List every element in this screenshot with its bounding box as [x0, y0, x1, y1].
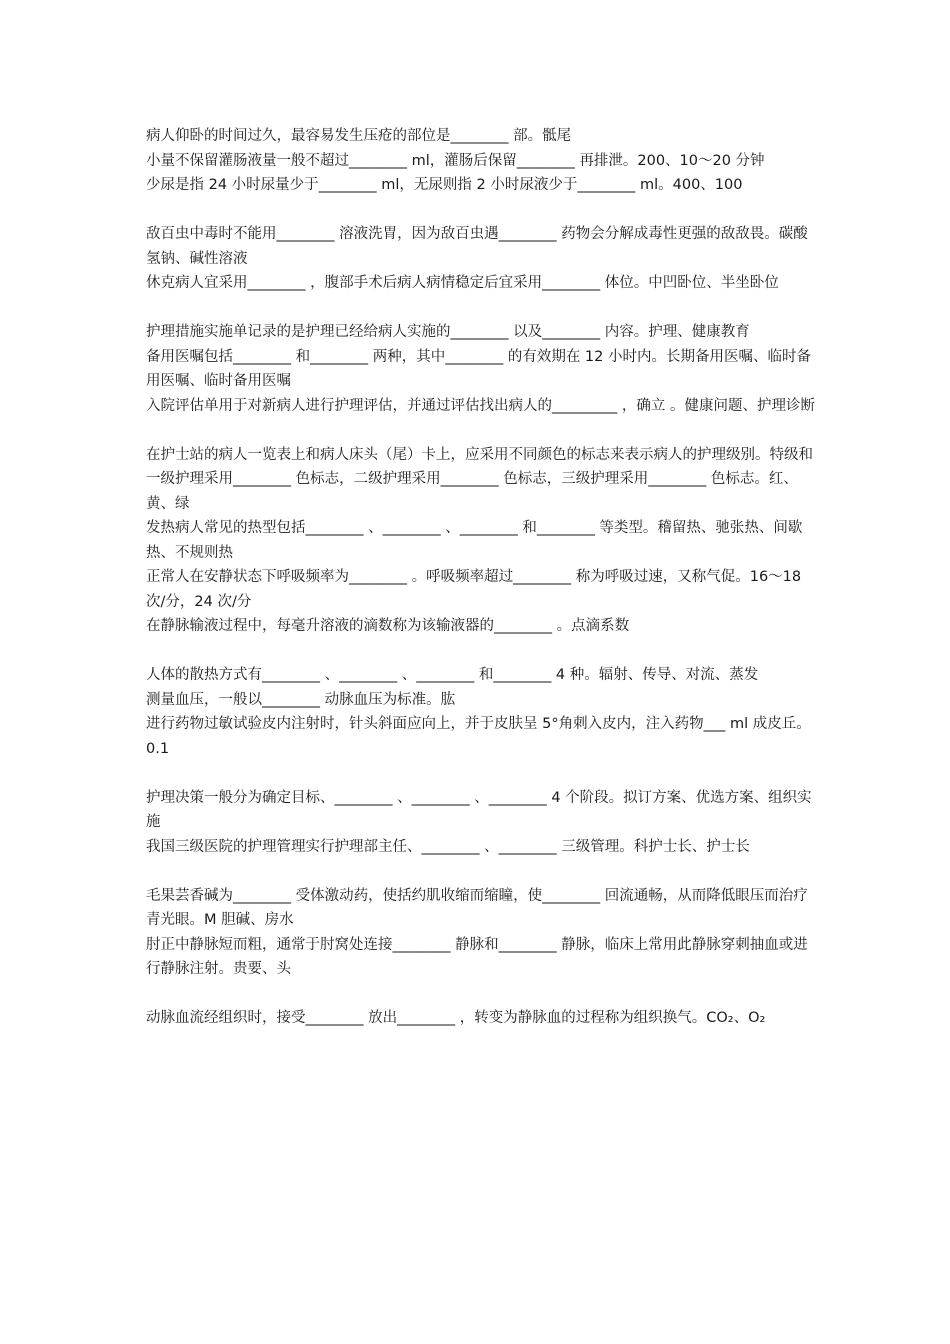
- question-paragraph: 肘正中静脉短而粗，通常于肘窝处连接________ 静脉和________ 静脉，临床上常用此静脉穿刺抽血或进行静脉注射。贵要、头: [146, 936, 808, 977]
- question-paragraph: 护理决策一般分为确定目标、________ 、________ 、________ 4 个阶段。拟订方案、优选方案、组织实施: [146, 789, 812, 830]
- question-paragraph: 毛果芸香碱为________ 受体激动药，使括约肌收缩而缩瞳，使________ 回流通畅，从而降低眼压而治疗青光眼。M 胆碱、房水: [146, 887, 808, 928]
- blank-line: [146, 639, 818, 664]
- blank-line: [146, 198, 818, 223]
- question-paragraph: 测量血压，一般以________ 动脉血压为标准。肱: [146, 691, 456, 708]
- blank-line: [146, 296, 818, 321]
- question-paragraph: 病人仰卧的时间过久，最容易发生压疮的部位是________ 部。骶尾: [146, 128, 572, 144]
- question-paragraph: 备用医嘱包括________ 和________ 两种，其中________ 的有效期在 12 小时内。长期备用医嘱、临时备用医嘱、临时备用医嘱: [146, 348, 811, 389]
- question-paragraph: 进行药物过敏试验皮内注射时，针头斜面应向上，并于皮肤呈 5°角刺入皮内，注入药物___ ml 成皮丘。0.1: [146, 716, 811, 757]
- document-body: [146, 124, 818, 1031]
- blank-line: [146, 761, 818, 786]
- question-paragraph: 护理措施实施单记录的是护理已经给病人实施的________ 以及________ 内容。护理、健康教育: [146, 324, 750, 340]
- question-paragraph: 小量不保留灌肠液量一般不超过________ ml，灌肠后保留________ 再排泄。200、10～20 分钟: [146, 152, 765, 169]
- blank-line: [146, 982, 818, 1007]
- question-paragraph: 在静脉输液过程中，每毫升溶液的滴数称为该输液器的________ 。点滴系数: [146, 618, 630, 634]
- question-paragraph: 正常人在安静状态下呼吸频率为________ 。呼吸频率超过________ 称为呼吸过速，又称气促。16～18 次/分，24 次/分: [146, 569, 802, 610]
- question-paragraph: 入院评估单用于对新病人进行护理评估，并通过评估找出病人的_________ ，确立 。健康问题、护理诊断: [146, 397, 815, 414]
- question-paragraph: 动脉血流经组织时，接受________ 放出________ ，转变为静脉血的过程称为组织换气。CO₂、O₂: [146, 1010, 766, 1026]
- question-paragraph: 在护士站的病人一览表上和病人床头（尾）卡上，应采用不同颜色的标志来表示病人的护理级别。特级和一级护理采用________ 色标志，二级护理采用________ 色标志，三级护理采用________ 色标志。红、黄、绿: [146, 446, 813, 512]
- blank-line: [146, 418, 818, 443]
- question-paragraph: 我国三级医院的护理管理实行护理部主任、________ 、________ 三级管理。科护士长、护士长: [146, 838, 750, 855]
- question-paragraph: 休克病人宜采用________ ，腹部手术后病人病情稳定后宜采用________ 体位。中凹卧位、半坐卧位: [146, 275, 779, 291]
- question-paragraph: 敌百虫中毒时不能用________ 溶液洗胃，因为敌百虫遇________ 药物会分解成毒性更强的敌敌畏。碳酸氢钠、碱性溶液: [146, 226, 808, 267]
- question-paragraph: 人体的散热方式有________ 、________ 、________ 和________ 4 种。辐射、传导、对流、蒸发: [146, 667, 759, 683]
- question-paragraph: 少尿是指 24 小时尿量少于________ ml，无尿则指 2 小时尿液少于________ ml。400、100: [146, 177, 743, 193]
- blank-line: [146, 859, 818, 884]
- question-paragraph: 发热病人常见的热型包括________ 、________ 、________ 和________ 等类型。稽留热、驰张热、间歇热、不规则热: [146, 520, 803, 561]
